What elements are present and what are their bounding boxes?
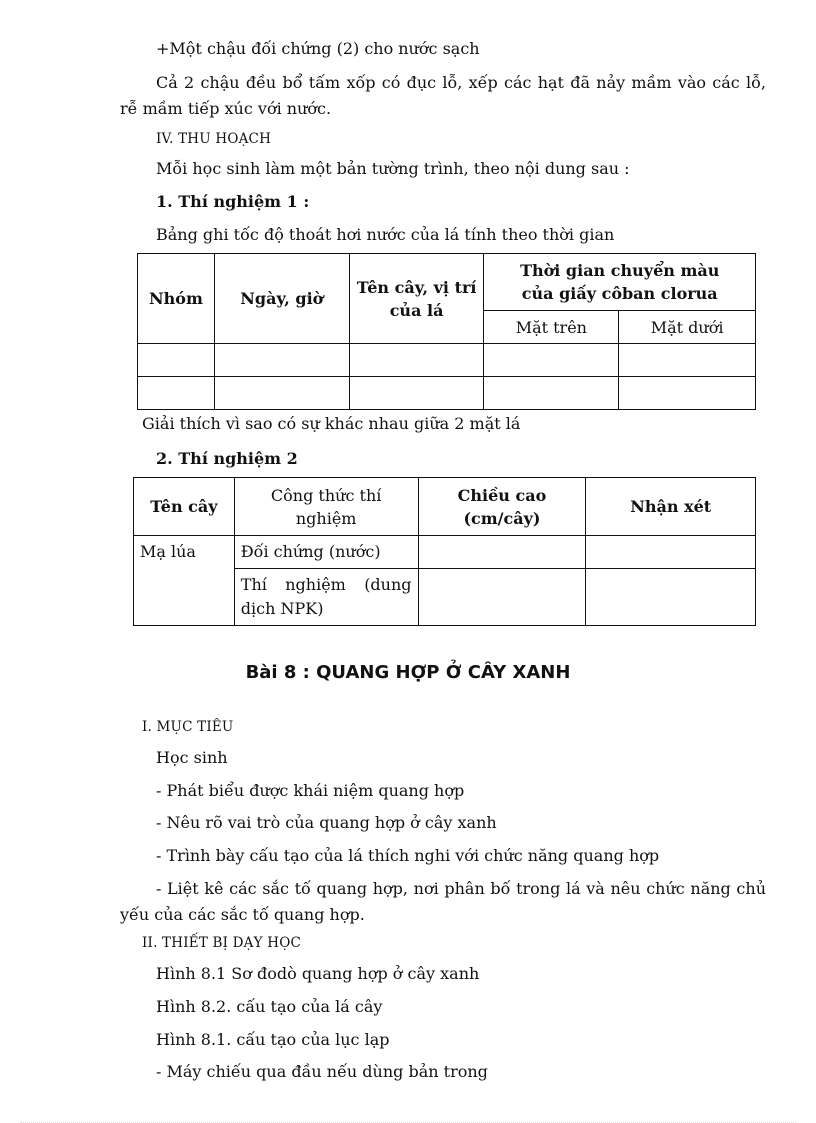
table-row — [134, 536, 756, 569]
table-header: Chiều cao (cm/cây) — [418, 478, 586, 536]
list-item: Hình 8.1. cấu tạo của lục lạp — [156, 1030, 390, 1049]
text-line: Học sinh — [156, 748, 228, 767]
list-item: - Phát biểu được khái niệm quang hợp — [156, 781, 465, 800]
table-header: Công thức thí nghiệm — [234, 478, 418, 536]
lesson-title: Bài 8 : QUANG HỢP Ở CÂY XANH — [245, 662, 571, 683]
section-heading: IV. THU HOẠCH — [156, 131, 272, 147]
section-heading: II. THIẾT BỊ DẠY HỌC — [142, 935, 301, 951]
table-subheader: Mặt trên — [484, 311, 619, 344]
list-item: - Liệt kê các sắc tố quang hợp, nơi phân bố trong lá và nêu chức năng chủ yếu của các sắc tố quang hợp. — [120, 879, 766, 924]
table-header: Tên cây — [134, 478, 235, 536]
list-item: - Máy chiếu qua đầu nếu dùng bản trong — [156, 1062, 488, 1081]
paragraph: Cả 2 chậu đều bổ tấm xốp có đục lỗ, xếp các hạt đã nảy mầm vào các lỗ, rễ mầm tiếp xúc với nước. — [120, 73, 766, 118]
text-line: Mỗi học sinh làm một bản tường trình, theo nội dung sau : — [156, 159, 630, 178]
table-cell: Mạ lúa — [134, 536, 235, 626]
table-header: Ngày, giờ — [214, 254, 349, 344]
list-item: - Nêu rõ vai trò của quang hợp ở cây xanh — [156, 813, 497, 832]
table-header: Nhóm — [138, 254, 215, 344]
list-item: - Trình bày cấu tạo của lá thích nghi với chức năng quang hợp — [156, 846, 660, 865]
table-row — [138, 377, 756, 410]
table-header: Thời gian chuyển màu của giấy côban clorua — [484, 254, 756, 311]
table-subheader: Mặt dưới — [619, 311, 756, 344]
text-line: +Một chậu đối chứng (2) cho nước sạch — [156, 39, 480, 58]
table-header: Tên cây, vị trí của lá — [349, 254, 484, 344]
subheading: 2. Thí nghiệm 2 — [156, 449, 298, 468]
table-cell: Thí nghiệm (dung dịch NPK) — [234, 569, 418, 626]
results-table-2 — [133, 477, 756, 626]
list-item: Hình 8.1 Sơ đodò quang hợp ở cây xanh — [156, 964, 480, 983]
text-line: Giải thích vì sao có sự khác nhau giữa 2 mặt lá — [142, 414, 521, 433]
section-heading: I. MỤC TIÊU — [142, 719, 234, 735]
results-table-1 — [137, 253, 756, 410]
table-caption: Bảng ghi tốc độ thoát hơi nước của lá tính theo thời gian — [156, 225, 615, 244]
table-cell: Đối chứng (nước) — [234, 536, 418, 569]
list-item: Hình 8.2. cấu tạo của lá cây — [156, 997, 383, 1016]
table-row — [138, 344, 756, 377]
subheading: 1. Thí nghiệm 1 : — [156, 192, 310, 211]
table-header: Nhận xét — [586, 478, 756, 536]
